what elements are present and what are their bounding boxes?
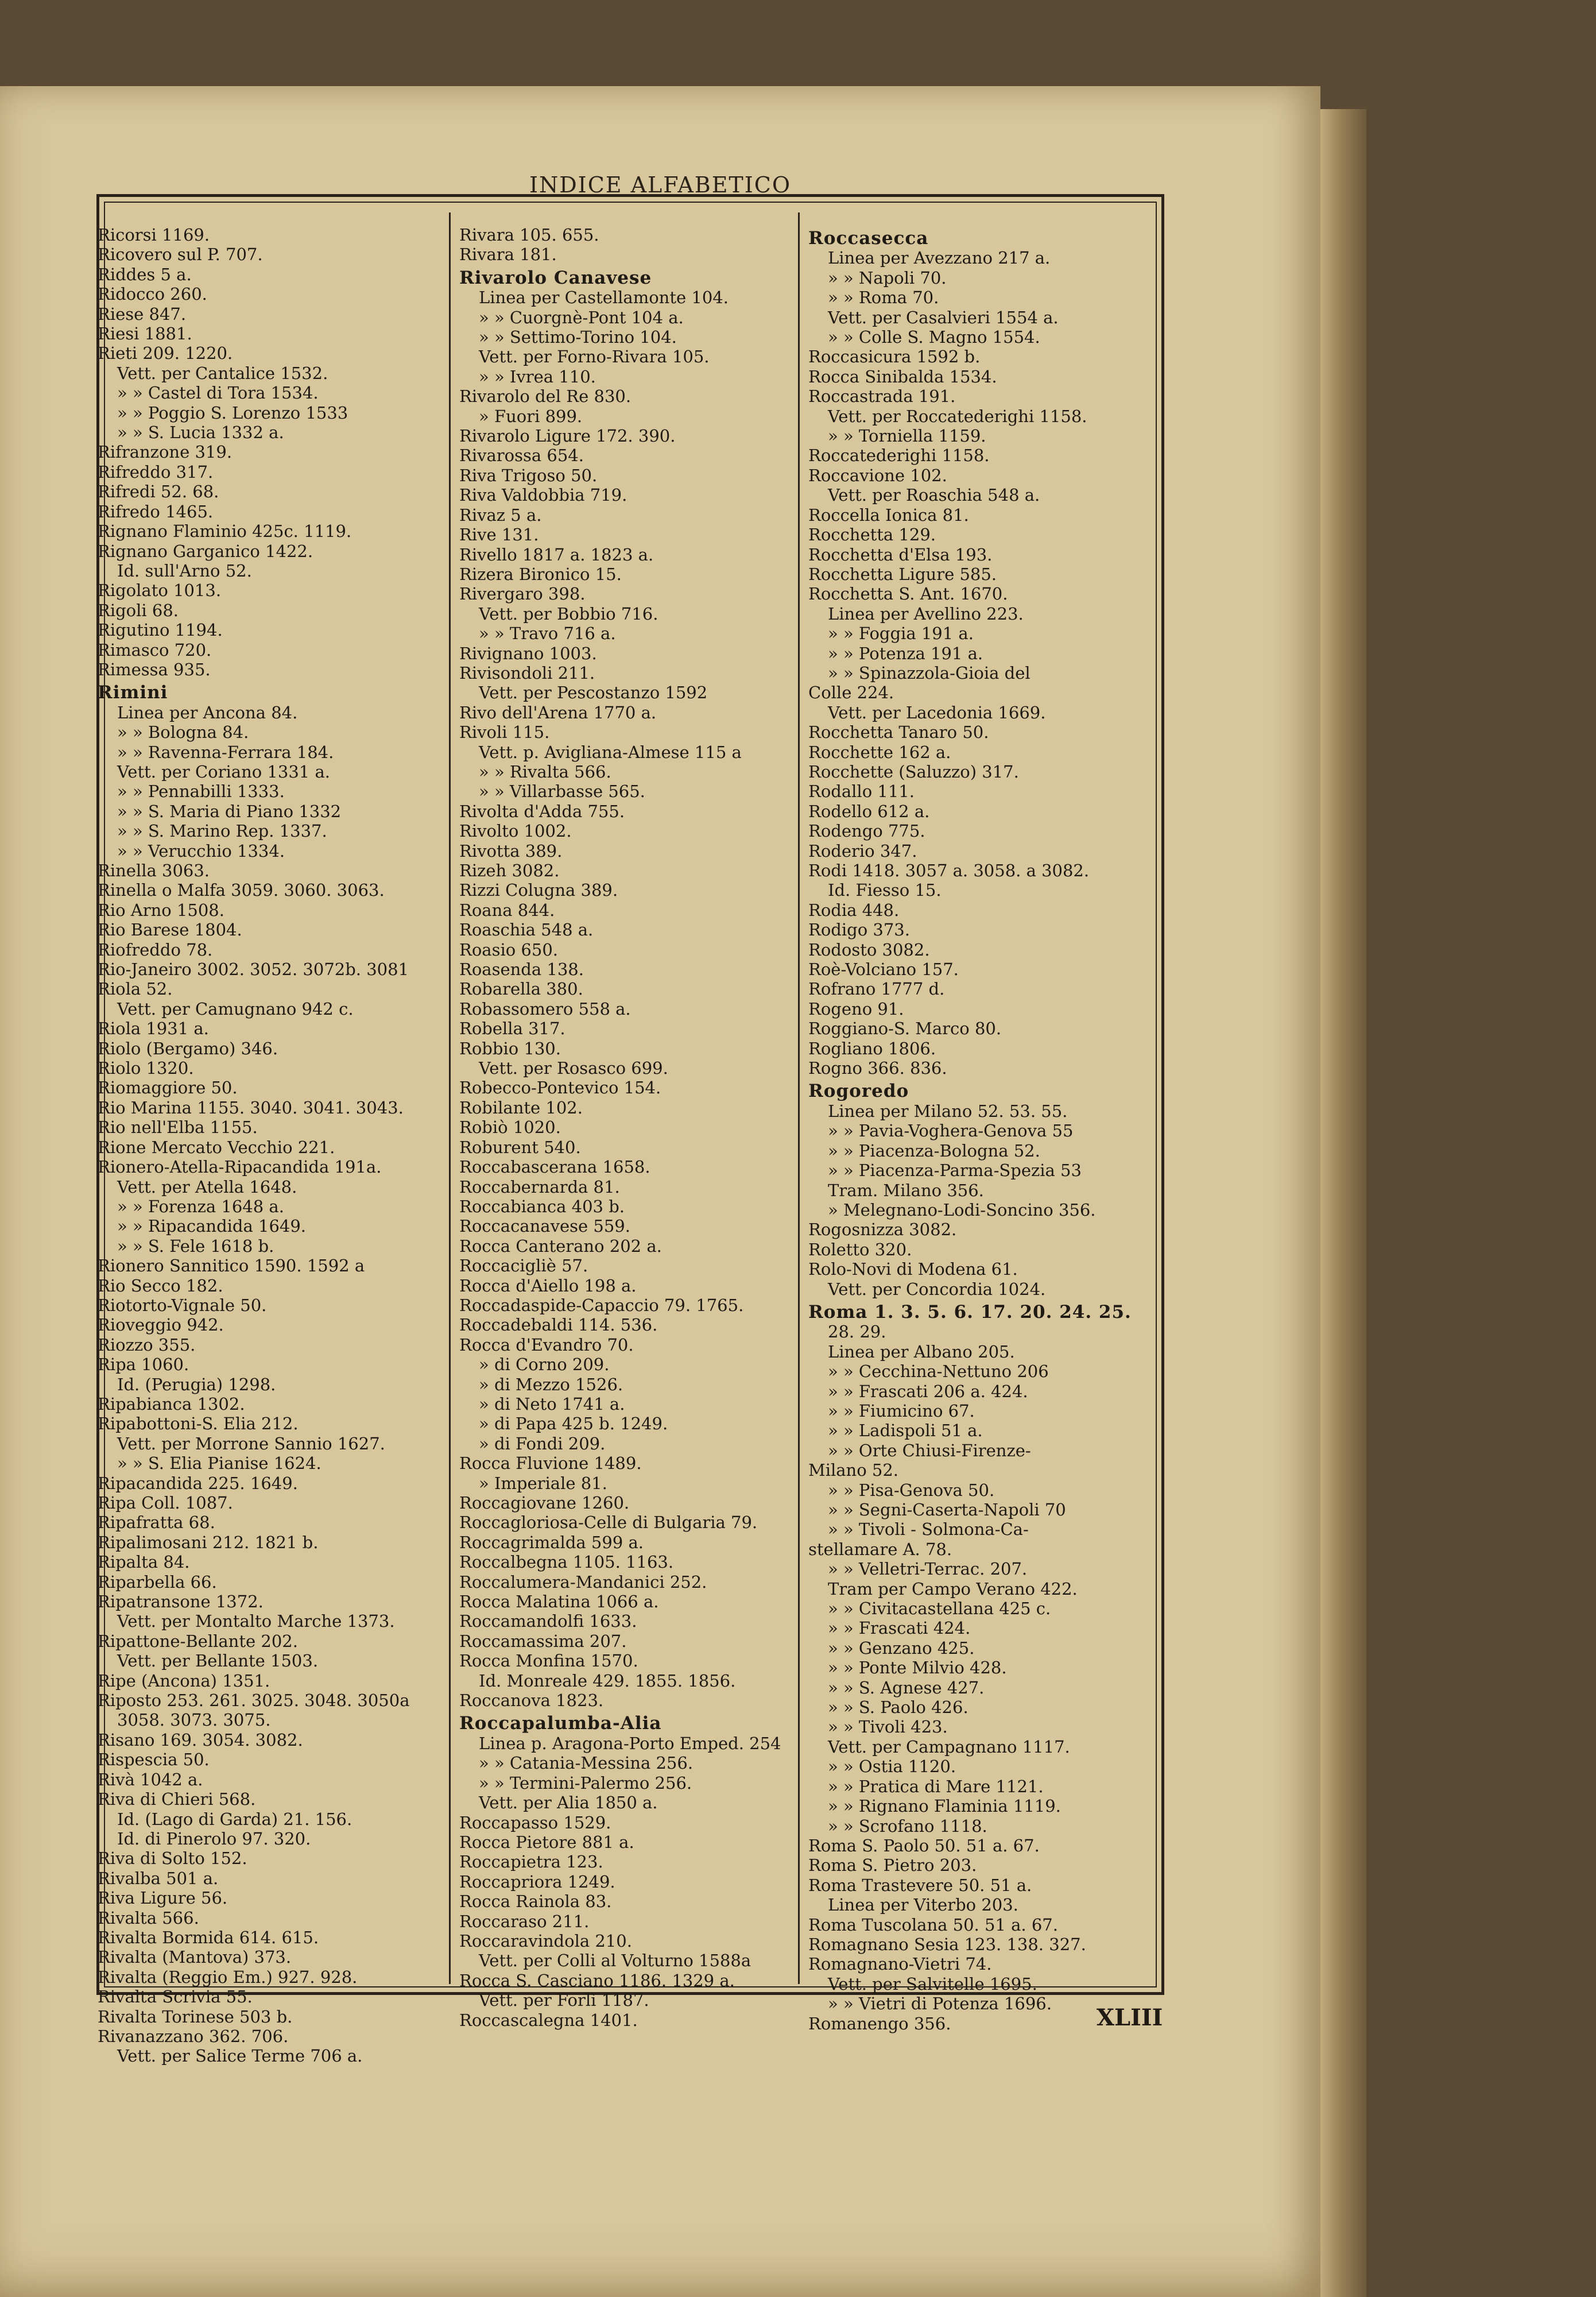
index-entry: Roccapriora 1249. <box>459 1871 615 1892</box>
index-entry: Rogosnizza 3082. <box>808 1220 957 1240</box>
index-entry: Rigoli 68. <box>98 600 179 620</box>
index-entry: » » Settimo-Torino 104. <box>479 327 677 347</box>
index-entry: » » Pratica di Mare 1121. <box>828 1776 1044 1796</box>
index-entry: Rispescia 50. <box>98 1750 210 1770</box>
index-entry: Rio Barese 1804. <box>98 920 242 940</box>
index-entry: » » Roma 70. <box>828 288 939 308</box>
index-entry: » » Cuorgnè-Pont 104 a. <box>479 307 684 327</box>
index-entry: Colle 224. <box>808 683 894 703</box>
index-entry: Roccavione 102. <box>808 465 947 485</box>
index-entry: Roccalbegna 1105. 1163. <box>459 1552 674 1572</box>
index-entry: Riva Valdobbia 719. <box>459 485 627 505</box>
index-entry: Ripatransone 1372. <box>98 1592 264 1612</box>
index-entry: Rocchetta Ligure 585. <box>808 564 997 584</box>
index-entry: Ripalimosani 212. 1821 b. <box>98 1532 319 1552</box>
column-divider <box>449 212 451 1984</box>
index-entry: Id. di Pinerolo 97. 320. <box>117 1828 311 1849</box>
index-entry: Riotorto-Vignale 50. <box>98 1295 267 1315</box>
index-entry: Linea per Albano 205. <box>828 1341 1015 1362</box>
index-column-middle <box>459 225 804 2030</box>
index-entry: » » Napoli 70. <box>828 268 947 288</box>
index-entry: » » Pavia-Voghera-Genova 55 <box>828 1121 1074 1141</box>
index-entry: Roccadebaldi 114. 536. <box>459 1315 658 1335</box>
index-column-right <box>808 225 1153 2033</box>
index-entry: 3058. 3073. 3075. <box>117 1710 271 1730</box>
index-entry: Roccascalegna 1401. <box>459 2010 638 2030</box>
index-entry: Roccapietra 123. <box>459 1852 603 1872</box>
index-entry: Rivo dell'Arena 1770 a. <box>459 702 657 722</box>
index-entry: Riolo 1320. <box>98 1058 194 1078</box>
index-entry: Vett. per Casalvieri 1554 a. <box>828 307 1059 327</box>
index-entry: Ripafratta 68. <box>98 1513 215 1533</box>
index-entry: Rivoli 115. <box>459 722 550 743</box>
index-entry: Vett. p. Avigliana-Almese 115 a <box>479 742 742 762</box>
index-entry: Rodello 612 a. <box>808 801 930 821</box>
index-entry: Vett. per Bellante 1503. <box>117 1651 319 1671</box>
index-entry: Rivà 1042 a. <box>98 1769 203 1789</box>
index-entry: Roccella Ionica 81. <box>808 505 969 525</box>
index-entry: Ripabianca 1302. <box>98 1394 245 1414</box>
index-entry: » » Villarbasse 565. <box>479 782 645 802</box>
index-entry: Roccadaspide-Capaccio 79. 1765. <box>459 1295 744 1315</box>
index-entry: Rivarolo Ligure 172. 390. <box>459 426 676 446</box>
index-entry: Rigutino 1194. <box>98 620 223 640</box>
index-entry: Roccacanavese 559. <box>459 1216 630 1236</box>
index-entry: Rivara 105. 655. <box>459 225 599 245</box>
index-entry: » » S. Elia Pianise 1624. <box>117 1453 321 1474</box>
index-entry: Rimasco 720. <box>98 640 212 660</box>
index-entry: Roccapalumba-Alia <box>459 1713 662 1734</box>
index-entry: Vett. per Camugnano 942 c. <box>117 999 354 1019</box>
index-entry: » » S. Maria di Piano 1332 <box>117 801 342 821</box>
index-entry: Roccanova 1823. <box>459 1691 604 1711</box>
index-entry: Riomaggiore 50. <box>98 1078 238 1098</box>
index-entry: Rifredi 52. 68. <box>98 482 219 502</box>
index-entry: » di Corno 209. <box>479 1355 610 1375</box>
index-entry: Rivarolo Canavese <box>459 267 652 288</box>
index-entry: Ricorsi 1169. <box>98 225 210 245</box>
index-entry: Id. Fiesso 15. <box>828 880 942 900</box>
index-entry: Rivisondoli 211. <box>459 663 595 683</box>
index-entry: » » Ostia 1120. <box>828 1757 956 1777</box>
index-entry: Vett. per Atella 1648. <box>117 1177 297 1197</box>
index-entry: Roccapasso 1529. <box>459 1812 611 1832</box>
index-entry: Rizeh 3082. <box>459 861 560 880</box>
index-entry: Ripattone-Bellante 202. <box>98 1631 298 1651</box>
index-entry: Rivalta (Mantova) 373. <box>98 1947 292 1967</box>
index-entry: » di Papa 425 b. 1249. <box>479 1414 668 1434</box>
index-entry: » » Rignano Flaminia 1119. <box>828 1796 1061 1816</box>
index-entry: Id. Monreale 429. 1855. 1856. <box>479 1670 736 1691</box>
index-entry: Rocca Malatina 1066 a. <box>459 1592 659 1612</box>
index-entry: » » Segni-Caserta-Napoli 70 <box>828 1500 1066 1519</box>
index-entry: » » Piacenza-Bologna 52. <box>828 1140 1040 1161</box>
index-entry: Rivotta 389. <box>459 841 563 861</box>
index-entry: Roccasecca <box>808 228 929 249</box>
index-entry: Roderio 347. <box>808 841 917 861</box>
index-entry: Riese 847. <box>98 304 187 324</box>
index-entry: Rivanazzano 362. 706. <box>98 2026 289 2046</box>
index-entry: Vett. per Campagnano 1117. <box>828 1737 1070 1757</box>
index-entry: Roletto 320. <box>808 1239 912 1259</box>
index-entry: Roma Tuscolana 50. 51 a. 67. <box>808 1915 1058 1935</box>
index-entry: Rivello 1817 a. 1823 a. <box>459 544 654 564</box>
index-entry: » » Piacenza-Parma-Spezia 53 <box>828 1161 1082 1181</box>
index-entry: Roma Trastevere 50. 51 a. <box>808 1875 1032 1895</box>
index-entry: » di Mezzo 1526. <box>479 1374 623 1394</box>
index-entry: » » Pisa-Genova 50. <box>828 1480 995 1500</box>
index-entry: Riola 52. <box>98 979 173 999</box>
index-entry: Vett. per Cantalice 1532. <box>117 363 328 383</box>
index-entry: » » Bologna 84. <box>117 722 249 743</box>
index-entry: Vett. per Salvitelle 1695. <box>828 1974 1037 1994</box>
index-entry: Rivarossa 654. <box>459 446 584 466</box>
index-entry: Vett. per Pescostanzo 1592 <box>479 683 708 703</box>
index-entry: Rocca Sinibalda 1534. <box>808 366 997 386</box>
index-entry: Rizera Bironico 15. <box>459 564 622 584</box>
index-entry: Riva Trigoso 50. <box>459 465 598 485</box>
index-entry: Rignano Garganico 1422. <box>98 541 313 561</box>
index-entry: Vett. per Montalto Marche 1373. <box>117 1611 395 1631</box>
index-entry: » » S. Lucia 1332 a. <box>117 423 284 443</box>
index-entry: Linea per Avellino 223. <box>828 604 1024 624</box>
index-entry: Ripabottoni-S. Elia 212. <box>98 1414 299 1434</box>
index-entry: » Imperiale 81. <box>479 1473 607 1493</box>
index-entry: Ripe (Ancona) 1351. <box>98 1670 270 1691</box>
index-entry: » » S. Agnese 427. <box>828 1677 985 1697</box>
index-entry: Robiò 1020. <box>459 1117 561 1138</box>
index-entry: Riparbella 66. <box>98 1572 217 1592</box>
index-entry: » di Neto 1741 a. <box>479 1394 625 1414</box>
index-entry: Rodosto 3082. <box>808 939 930 960</box>
index-entry: » » Foggia 191 a. <box>828 624 974 644</box>
index-entry: Rio Marina 1155. 3040. 3041. 3043. <box>98 1097 404 1117</box>
index-entry: Rivalta Bormida 614. 615. <box>98 1927 319 1947</box>
index-entry: Milano 52. <box>808 1460 899 1480</box>
index-entry: Robbio 130. <box>459 1038 561 1058</box>
index-entry: Ricovero sul P. 707. <box>98 245 263 265</box>
index-entry: Rieti 209. 1220. <box>98 343 233 364</box>
index-entry: stellamare A. 78. <box>808 1539 952 1559</box>
index-entry: Rolo-Novi di Modena 61. <box>808 1259 1018 1279</box>
index-entry: Rifranzone 319. <box>98 442 233 462</box>
index-entry: Rivaz 5 a. <box>459 505 542 525</box>
index-entry: » » S. Marino Rep. 1337. <box>117 821 327 841</box>
index-entry: Rivolta d'Adda 755. <box>459 801 625 821</box>
index-entry: Rinella o Malfa 3059. 3060. 3063. <box>98 880 385 900</box>
index-entry: Robilante 102. <box>459 1097 583 1117</box>
index-entry: Ripa 1060. <box>98 1355 189 1375</box>
index-entry: Rio Arno 1508. <box>98 900 224 920</box>
index-entry: Roccagrimalda 599 a. <box>459 1532 644 1552</box>
index-entry: Rio Secco 182. <box>98 1275 223 1296</box>
index-entry: Roccastrada 191. <box>808 386 956 407</box>
index-entry: Rivara 181. <box>459 245 557 265</box>
index-entry: Rocca Monfina 1570. <box>459 1651 638 1671</box>
index-entry: Ridocco 260. <box>98 284 207 304</box>
index-entry: Linea per Ancona 84. <box>117 702 298 722</box>
index-entry: » » Scrofano 1118. <box>828 1816 987 1836</box>
index-entry: » » Potenza 191 a. <box>828 643 983 663</box>
index-entry: » » Frascati 206 a. 424. <box>828 1381 1028 1401</box>
index-entry: » » Ravenna-Ferrara 184. <box>117 742 334 762</box>
index-entry: Linea per Avezzano 217 a. <box>828 248 1051 268</box>
index-entry: Roccacigliè 57. <box>459 1256 588 1276</box>
index-entry: » » Frascati 424. <box>828 1618 971 1638</box>
index-entry: Rionero-Atella-Ripacandida 191a. <box>98 1157 382 1177</box>
index-entry: Rocca d'Evandro 70. <box>459 1335 634 1355</box>
index-entry: » » S. Paolo 426. <box>828 1697 969 1718</box>
index-entry: Rizzi Colugna 389. <box>459 880 618 900</box>
index-entry: Vett. per Forlì 1187. <box>479 1990 649 2010</box>
index-entry: » » Poggio S. Lorenzo 1533 <box>117 403 348 423</box>
index-entry: Rivalba 501 a. <box>98 1868 219 1888</box>
index-entry: Robecco-Pontevico 154. <box>459 1078 661 1098</box>
index-entry: » » Fiumicino 67. <box>828 1401 975 1421</box>
index-entry: » » Tivoli 423. <box>828 1717 948 1737</box>
index-entry: Roaschia 548 a. <box>459 920 594 940</box>
index-entry: Riesi 1881. <box>98 324 192 344</box>
index-entry: Vett. per Bobbio 716. <box>479 604 658 624</box>
index-entry: Roccasicura 1592 b. <box>808 347 981 367</box>
index-entry: Rimini <box>98 682 168 703</box>
index-entry: Rio nell'Elba 1155. <box>98 1117 258 1138</box>
index-entry: Vett. per Salice Terme 706 a. <box>117 2046 363 2066</box>
index-entry: » di Fondi 209. <box>479 1433 606 1453</box>
index-entry: Roburent 540. <box>459 1137 581 1157</box>
index-entry: » » Forenza 1648 a. <box>117 1196 284 1216</box>
index-entry: Riola 1931 a. <box>98 1019 209 1039</box>
index-entry: Roè-Volciano 157. <box>808 960 959 980</box>
index-entry: Rivalta 566. <box>98 1908 199 1928</box>
index-entry: » » Verucchio 1334. <box>117 841 285 861</box>
index-entry: Romagnano Sesia 123. 138. 327. <box>808 1934 1086 1954</box>
index-entry: » » Cecchina-Nettuno 206 <box>828 1362 1049 1382</box>
index-entry: » Melegnano-Lodi-Soncino 356. <box>828 1200 1096 1220</box>
index-entry: Robarella 380. <box>459 979 583 999</box>
index-entry: Linea p. Aragona-Porto Emped. 254 <box>479 1733 781 1753</box>
index-entry: Tram. Milano 356. <box>828 1180 984 1200</box>
index-entry: Rodi 1418. 3057 a. 3058. a 3082. <box>808 861 1090 880</box>
index-entry: » » Ivrea 110. <box>479 366 596 386</box>
index-entry: » » Catania-Messina 256. <box>479 1753 694 1773</box>
index-entry: Roccabianca 403 b. <box>459 1196 625 1216</box>
index-entry: Rivarolo del Re 830. <box>459 386 632 407</box>
index-entry: » » Velletri-Terrac. 207. <box>828 1559 1028 1579</box>
index-entry: Riolo (Bergamo) 346. <box>98 1038 278 1058</box>
index-entry: Robella 317. <box>459 1019 565 1039</box>
index-entry: Linea per Castellamonte 104. <box>479 288 729 308</box>
index-entry: Roasio 650. <box>459 939 558 960</box>
index-entry: Roccaraso 211. <box>459 1911 590 1931</box>
index-entry: Id. sull'Arno 52. <box>117 560 252 581</box>
index-entry: Rodigo 373. <box>808 920 910 940</box>
index-entry: Vett. per Rosasco 699. <box>479 1058 668 1078</box>
index-entry: Ripa Coll. 1087. <box>98 1493 233 1513</box>
index-entry: Rive 131. <box>459 525 539 545</box>
index-entry: » » Spinazzola-Gioia del <box>828 663 1031 683</box>
index-entry: Rodallo 111. <box>808 782 915 802</box>
index-entry: Riva di Solto 152. <box>98 1849 247 1869</box>
index-entry: Rocchette 162 a. <box>808 742 951 762</box>
index-entry: Riofreddo 78. <box>98 939 213 960</box>
index-entry: Id. (Lago di Garda) 21. 156. <box>117 1809 352 1829</box>
index-entry: Robassomero 558 a. <box>459 999 631 1019</box>
index-entry: Rione Mercato Vecchio 221. <box>98 1137 335 1157</box>
index-entry: Rivignano 1003. <box>459 643 597 663</box>
index-entry: Id. (Perugia) 1298. <box>117 1374 276 1394</box>
index-entry: » » Termini-Palermo 256. <box>479 1773 692 1793</box>
index-entry: Rocca S. Casciano 1186. 1329 a. <box>459 1970 735 1990</box>
index-entry: » Fuori 899. <box>479 406 583 426</box>
index-entry: Vett. per Alia 1850 a. <box>479 1793 658 1813</box>
index-entry: Vett. per Coriano 1331 a. <box>117 761 330 782</box>
index-entry: Rifredo 1465. <box>98 501 214 521</box>
index-entry: Rocca Fluvione 1489. <box>459 1453 642 1474</box>
index-entry: Rocchetta Tanaro 50. <box>808 722 989 743</box>
index-entry: Roccalumera-Mandanici 252. <box>459 1572 707 1592</box>
index-entry: » » Travo 716 a. <box>479 624 616 644</box>
index-entry: » » S. Fele 1618 b. <box>117 1236 274 1256</box>
index-entry: Roccabernarda 81. <box>459 1177 620 1197</box>
index-entry: Rigolato 1013. <box>98 581 222 601</box>
index-entry: Vett. per Roccatederighi 1158. <box>828 406 1087 426</box>
index-entry: 28. 29. <box>828 1322 886 1342</box>
index-entry: Riozzo 355. <box>98 1335 196 1355</box>
index-entry: Riposto 253. 261. 3025. 3048. 3050a <box>98 1691 410 1711</box>
index-entry: Rodia 448. <box>808 900 900 920</box>
index-entry: » » Orte Chiusi-Firenze- <box>828 1440 1031 1460</box>
index-entry: Rionero Sannitico 1590. 1592 a <box>98 1256 365 1276</box>
index-entry: Rignano Flaminio 425c. 1119. <box>98 521 352 542</box>
index-entry: Roccatederighi 1158. <box>808 446 990 466</box>
index-entry: Roasenda 138. <box>459 960 584 980</box>
page-header: INDICE ALFABETICO <box>529 172 792 198</box>
index-entry: Rofrano 1777 d. <box>808 979 945 999</box>
index-entry: » » Rivalta 566. <box>479 761 611 782</box>
index-entry: Rifreddo 317. <box>98 462 214 482</box>
index-entry: Roma S. Paolo 50. 51 a. 67. <box>808 1835 1040 1855</box>
index-entry: Rodengo 775. <box>808 821 925 841</box>
index-entry: Roccamandolfi 1633. <box>459 1611 637 1631</box>
index-entry: » » Ripacandida 1649. <box>117 1216 307 1236</box>
index-entry: Ripalta 84. <box>98 1552 190 1572</box>
index-entry: Rivalta Scrivia 55. <box>98 1987 253 2007</box>
index-entry: » » Tivoli - Solmona-Ca- <box>828 1519 1029 1540</box>
index-entry: Rimessa 935. <box>98 659 211 679</box>
index-entry: Vett. per Roaschia 548 a. <box>828 485 1040 505</box>
index-entry: Linea per Viterbo 203. <box>828 1895 1018 1915</box>
index-entry: Roccamassima 207. <box>459 1631 627 1651</box>
index-entry: Roma S. Pietro 203. <box>808 1855 977 1876</box>
index-entry: Rivolto 1002. <box>459 821 572 841</box>
index-entry: » » Pennabilli 1333. <box>117 782 285 802</box>
index-entry: Rocca d'Aiello 198 a. <box>459 1275 637 1296</box>
index-entry: Rivalta (Reggio Em.) 927. 928. <box>98 1967 358 1987</box>
index-entry: Rocchetta d'Elsa 193. <box>808 544 993 564</box>
index-entry: Rocchette (Saluzzo) 317. <box>808 761 1019 782</box>
index-entry: Rocca Canterano 202 a. <box>459 1236 662 1256</box>
page-edge <box>1320 109 1366 2297</box>
index-entry: Roma 1. 3. 5. 6. 17. 20. 24. 25. <box>808 1301 1132 1322</box>
index-column-left <box>98 225 442 2066</box>
index-entry: Vett. per Colli al Volturno 1588a <box>479 1951 751 1971</box>
index-entry: Rocchetta S. Ant. 1670. <box>808 584 1008 604</box>
index-entry: Rioveggio 942. <box>98 1315 224 1335</box>
index-entry: » » Genzano 425. <box>828 1638 975 1658</box>
index-entry: Rivalta Torinese 503 b. <box>98 2006 293 2027</box>
index-entry: Rogliano 1806. <box>808 1038 936 1058</box>
index-entry: Rio-Janeiro 3002. 3052. 3072b. 3081 <box>98 960 409 980</box>
index-entry: » » Castel di Tora 1534. <box>117 383 319 403</box>
index-entry: Vett. per Forno-Rivara 105. <box>479 347 710 367</box>
index-entry: Rocchetta 129. <box>808 525 936 545</box>
index-entry: Riva Ligure 56. <box>98 1888 228 1908</box>
index-entry: Roccabascerana 1658. <box>459 1157 650 1177</box>
page-number: XLIII <box>1097 2004 1163 2031</box>
index-entry: » » Civitacastellana 425 c. <box>828 1599 1051 1619</box>
index-entry: Vett. per Morrone Sannio 1627. <box>117 1433 385 1453</box>
index-entry: Rogoredo <box>808 1081 909 1102</box>
index-entry: » » Vietri di Potenza 1696. <box>828 1994 1052 2014</box>
index-entry: Roggiano-S. Marco 80. <box>808 1019 1002 1039</box>
index-entry: Romanengo 356. <box>808 2013 951 2033</box>
index-entry: Roccagiovane 1260. <box>459 1493 630 1513</box>
index-entry: » » Ladispoli 51 a. <box>828 1421 983 1441</box>
index-entry: » » Ponte Milvio 428. <box>828 1658 1007 1678</box>
index-entry: Rogno 366. 836. <box>808 1058 947 1078</box>
index-entry: Riddes 5 a. <box>98 264 192 284</box>
index-entry: » » Torniella 1159. <box>828 426 986 446</box>
index-entry: Tram per Campo Verano 422. <box>828 1579 1078 1599</box>
index-entry: Linea per Milano 52. 53. 55. <box>828 1101 1068 1121</box>
index-entry: Rinella 3063. <box>98 861 210 880</box>
index-entry: Roana 844. <box>459 900 555 920</box>
index-entry: Rogeno 91. <box>808 999 904 1019</box>
index-entry: » » Colle S. Magno 1554. <box>828 327 1040 347</box>
index-entry: Risano 169. 3054. 3082. <box>98 1730 303 1750</box>
index-entry: Roccaravindola 210. <box>459 1931 632 1951</box>
index-entry: Rocca Rainola 83. <box>459 1892 612 1912</box>
index-entry: Rivergaro 398. <box>459 584 586 604</box>
index-entry: Roccagloriosa-Celle di Bulgaria 79. <box>459 1513 758 1533</box>
index-entry: Riva di Chieri 568. <box>98 1789 256 1809</box>
index-entry: Ripacandida 225. 1649. <box>98 1473 298 1493</box>
index-entry: Vett. per Concordia 1024. <box>828 1279 1046 1299</box>
index-entry: Rocca Pietore 881 a. <box>459 1832 634 1852</box>
index-entry: Romagnano-Vietri 74. <box>808 1954 992 1974</box>
index-entry: Vett. per Lacedonia 1669. <box>828 702 1046 722</box>
